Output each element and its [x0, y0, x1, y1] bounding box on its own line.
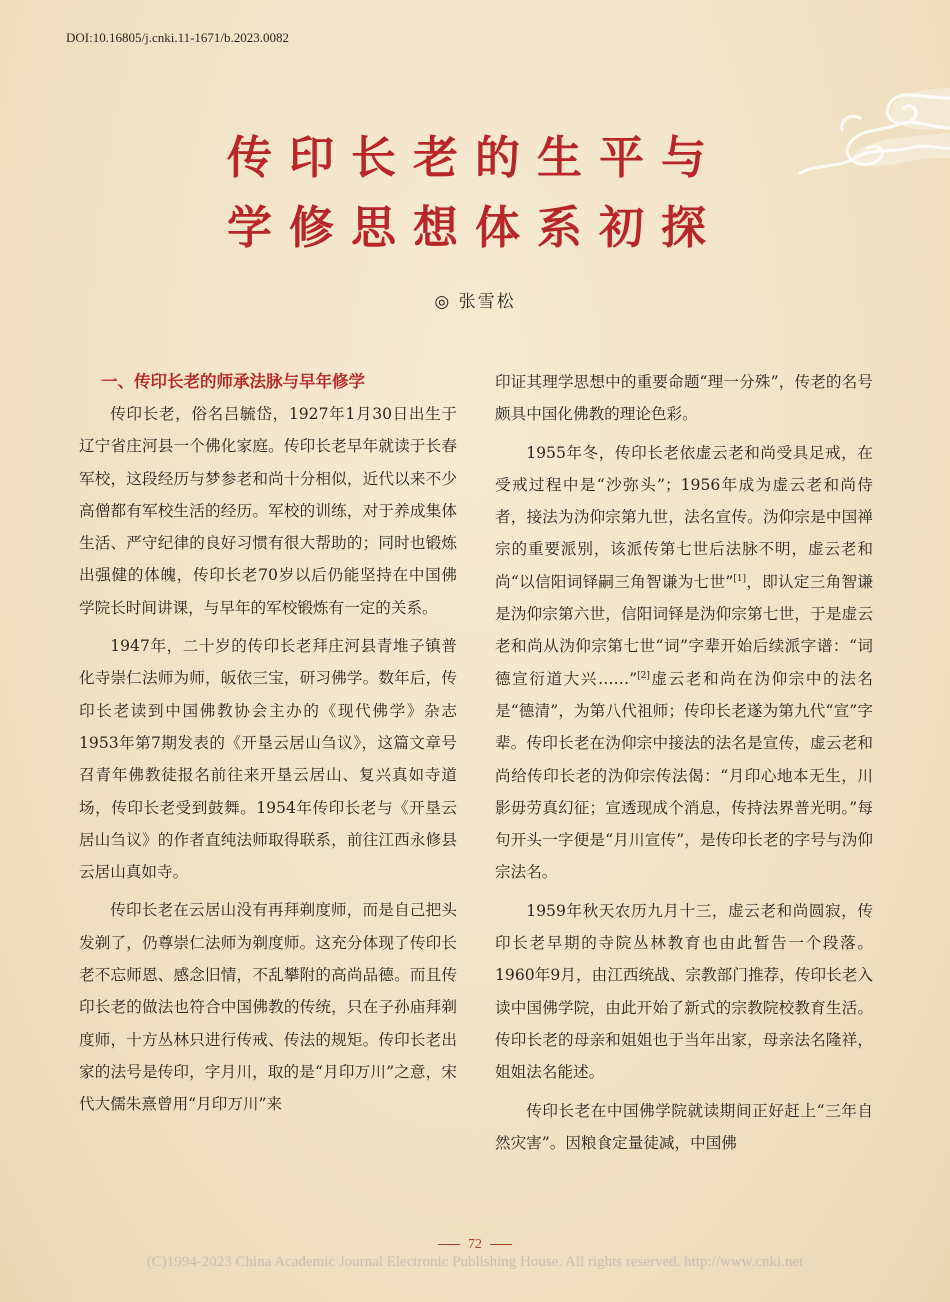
page-number-value: 72 [468, 1237, 482, 1252]
left-column [79, 366, 457, 1127]
copyright-watermark: (C)1994-2023 China Academic Journal Electronic Publishing House. All rights reserved. http://www.cnki.net [146, 1254, 804, 1270]
right-column [495, 366, 873, 1165]
citation-ref[interactable]: [1] [733, 573, 747, 584]
paragraph-continued: 印证其理学思想中的重要命题“理一分殊”，传老的名号颇具中国化佛教的理论色彩。 [495, 373, 873, 424]
page-number-dash [438, 1244, 460, 1245]
paragraph [495, 437, 873, 889]
citation-ref[interactable]: [2] [637, 670, 650, 681]
article-title-line-2: 学修思想体系初探 [226, 201, 723, 254]
paragraph: 1959年秋天农历九月十三，虚云老和尚圆寂，传印长老早期的寺院丛林教育也由此暂告一个段落。1960年9月，由江西统战、宗教部门推荐，传印长老入读中国佛学院，由此开始了新式的宗教院校教育生活。传印长老的母亲和姐姐也于当年出家，母亲法名隆祥，姐姐法名能述。 [495, 901, 873, 1082]
paragraph: 传印长老在云居山没有再拜剃度师，而是自己把头发剃了，仍尊崇仁法师为剃度师。这充分体现了传印长老不忘师恩、感念旧情，不乱攀附的高尚品德。而且传印长老的做法也符合中国佛教的传统，只在子孙庙拜剃度师，十方丛林只进行传戒、传法的规矩。传印长老出家的法号是传印，字月川，取的是“月印万川”之意，宋代大儒朱熹曾用“月印万川”来 [79, 901, 457, 1114]
page-number-dash [490, 1244, 512, 1245]
doi-label: DOI:10.16805/j.cnki.11-1671/b.2023.0082 [66, 30, 290, 45]
paragraph-text: ，即认定三角智谦是沩仰宗第六世，信阳词铎是沩仰宗第七世，于是虚云老和尚从沩仰宗第七世“词”字辈开始后续派字谱：“词德宣衍道大兴……” [495, 572, 873, 688]
section-heading: 一、传印长老的师承法脉与早年修学 [101, 372, 365, 391]
author-byline: ◎ 张雪松 [434, 292, 516, 312]
page-number [0, 1237, 950, 1253]
paragraph: 传印长老，俗名吕毓岱，1927年1月30日出生于辽宁省庄河县一个佛化家庭。传印长老早年就读于长春军校，这段经历与梦参老和尚十分相似，近代以来不少高僧都有军校生活的经历。军校的训练，对于养成集体生活、严守纪律的良好习惯有很大帮助的；同时也锻炼出强健的体魄，传印长老70岁以后仍能坚持在中国佛学院长时间讲课，与早年的军校锻炼有一定的关系。 [79, 405, 457, 617]
article-title-line-1: 传印长老的生平与 [226, 131, 723, 184]
paragraph: 传印长老在中国佛学院就读期间正好赶上“三年自然灾害”。因粮食定量徒减，中国佛 [495, 1101, 873, 1152]
paragraph-text: 1955年冬，传印长老依虚云老和尚受具足戒，在受戒过程中是“沙弥头”；1956年成为虚云老和尚侍者，接法为沩仰宗第九世，法名宣传。沩仰宗是中国禅宗的重要派别，该派传第七世后法脉不明，虚云老和尚“以信阳词铎嗣三角智谦为七世” [495, 443, 873, 591]
paragraph: 1947年，二十岁的传印长老拜庄河县青堆子镇普化寺崇仁法师为师，皈依三宝，研习佛学。数年后，传印长老读到中国佛教协会主办的《现代佛学》杂志1953年第7期发表的《开垦云居山刍议》，这篇文章号召青年佛教徒报名前往来开垦云居山、复兴真如寺道场，传印长老受到鼓舞。1954年传印长老与《开垦云居山刍议》的作者直纯法师取得联系，前往江西永修县云居山真如寺。 [79, 637, 457, 882]
paragraph-text: 虚云老和尚在沩仰宗中的法名是“德清”，为第八代祖师；传印长老遂为第九代“宣”字辈。传印长老在沩仰宗中接法的法名是宣传，虚云老和尚给传印长老的沩仰宗传法偈：“月印心地本无生，川影毋劳真幻征；宣透现成个消息，传持法界普光明。”每句开头一字便是“月川宣传”，是传印长老的字号与沩仰宗法名。 [495, 669, 873, 882]
